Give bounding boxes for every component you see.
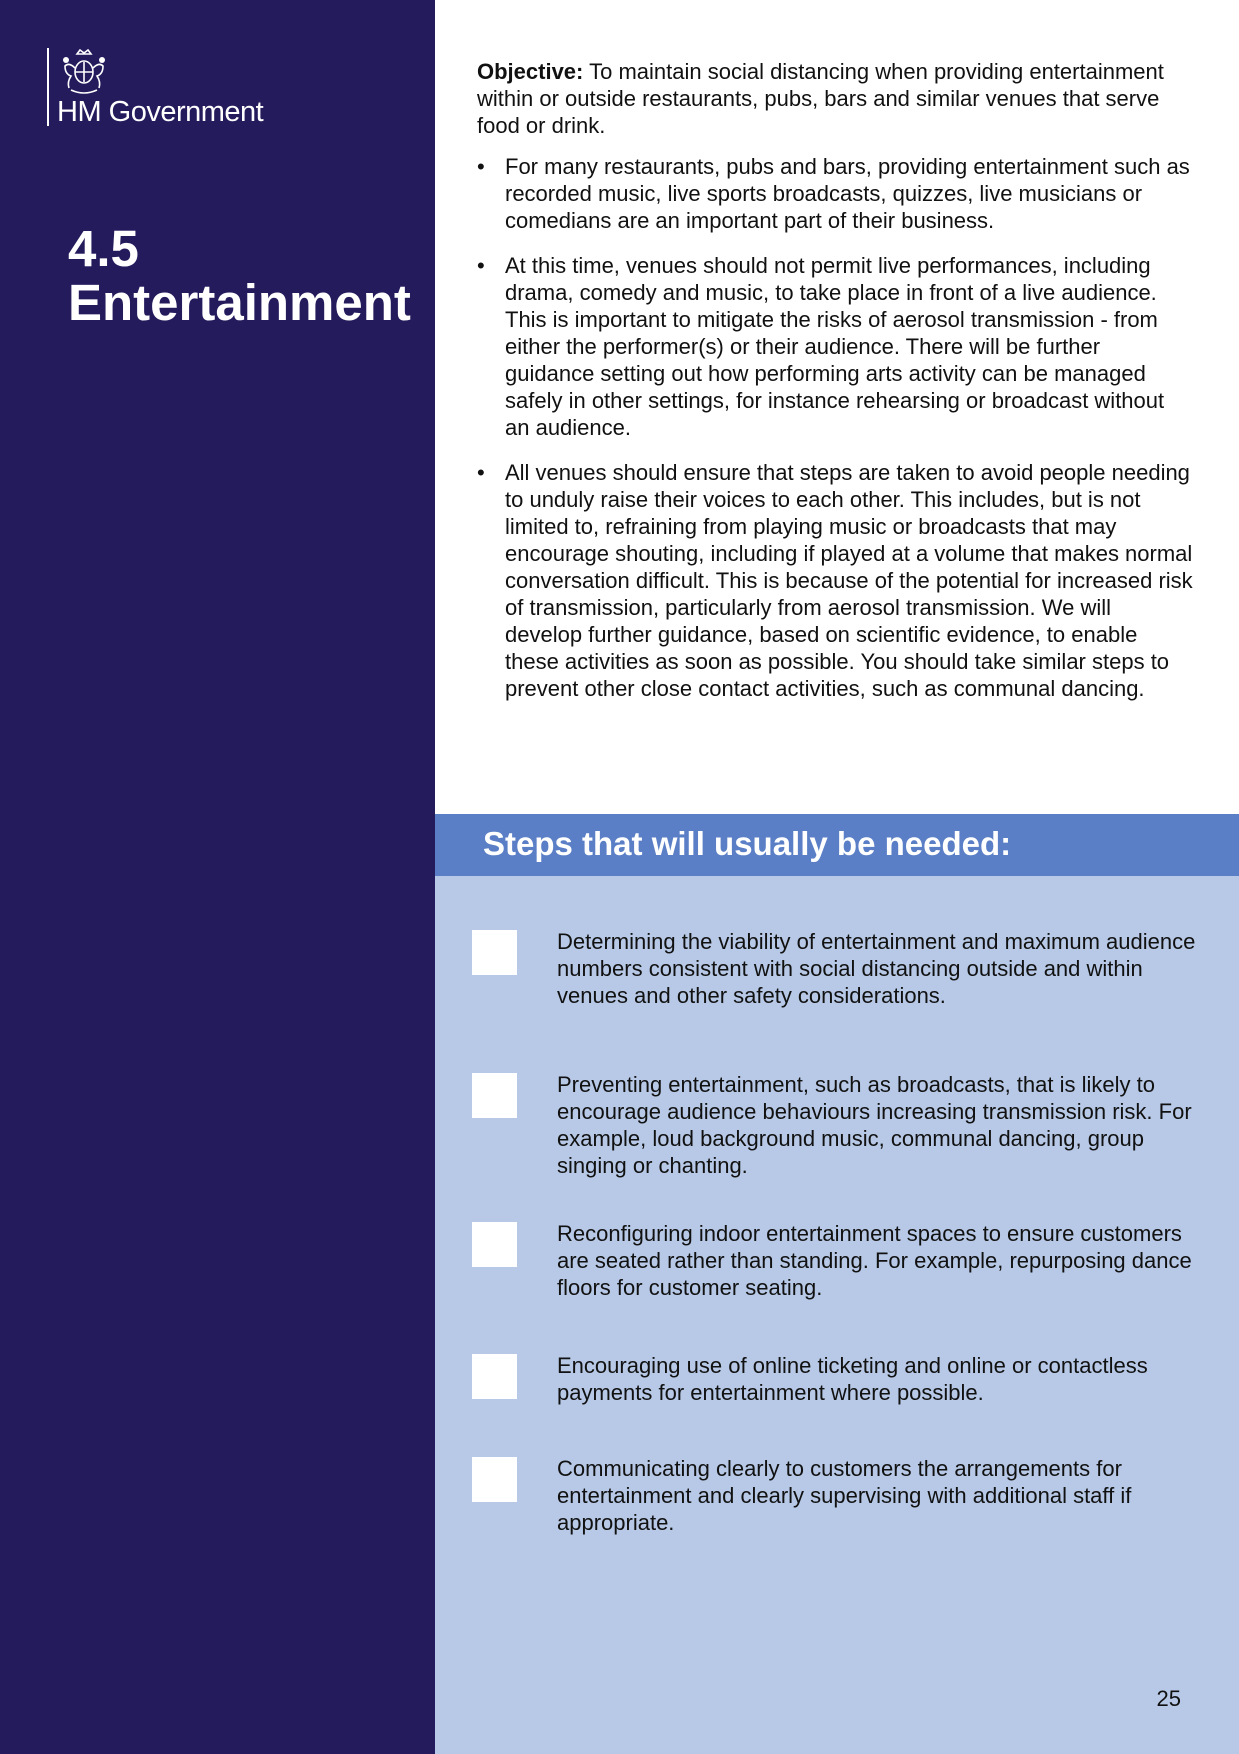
steps-header (435, 814, 1239, 876)
royal-crest-icon (59, 48, 109, 94)
objective-label: Objective: (477, 59, 584, 84)
step-text: Reconfiguring indoor entertainment spaces to ensure customers are seated rather than standing. For example, repurposing dance floors for customer seating. (557, 1221, 1192, 1300)
bullet-item (477, 252, 1193, 441)
step-text: Preventing entertainment, such as broadcasts, that is likely to encourage audience behaviours increasing transmission risk. For example, loud background music, communal dancing, group singing or chanting. (557, 1072, 1192, 1178)
section-title: Entertainment (68, 274, 411, 331)
sidebar (0, 0, 435, 1754)
main-content (477, 58, 1193, 720)
step-checkbox[interactable] (472, 1073, 517, 1118)
section-heading (68, 222, 428, 330)
step-checkbox[interactable] (472, 1457, 517, 1502)
bullet-list (477, 153, 1193, 702)
step-text: Encouraging use of online ticketing and online or contactless payments for entertainment where possible. (557, 1353, 1148, 1405)
step-checkbox[interactable] (472, 930, 517, 975)
bullet-icon: • (477, 253, 485, 278)
steps-title: Steps that will usually be needed: (483, 825, 1012, 862)
step-checkbox[interactable] (472, 1354, 517, 1399)
bullet-text: All venues should ensure that steps are taken to avoid people needing to unduly raise their voices to each other. This includes, but is not limited to, refraining from playing music or broadcasts that may encourage shouting, including if played at a volume that makes normal conversation difficult. This is because of the potential for increased risk of transmission, particularly from aerosol transmission. We will develop further guidance, based on scientific evidence, to enable these activities as soon as possible. You should take similar steps to prevent other close contact activities, such as communal dancing. (505, 460, 1193, 701)
bullet-icon: • (477, 154, 485, 179)
logo-text: HM Government (57, 96, 264, 128)
page-number: 25 (1156, 1686, 1181, 1711)
step-text: Determining the viability of entertainment and maximum audience numbers consistent with social distancing outside and within venues and other safety considerations. (557, 929, 1196, 1008)
section-number: 4.5 (68, 220, 139, 277)
objective-paragraph (477, 58, 1193, 139)
hm-government-logo (47, 48, 287, 130)
bullet-icon: • (477, 460, 485, 485)
objective-text: To maintain social distancing when providing entertainment within or outside restaurants, pubs, bars and similar venues that serve food or drink. (477, 59, 1164, 138)
bullet-text: At this time, venues should not permit live performances, including drama, comedy and music, to take place in front of a live audience. This is important to mitigate the risks of aerosol transmission - from either the performer(s) or their audience. There will be further guidance setting out how performing arts activity can be managed safely in other settings, for instance rehearsing or broadcast without an audience. (505, 253, 1165, 440)
step-text: Communicating clearly to customers the arrangements for entertainment and clearly supervising with additional staff if appropriate. (557, 1456, 1132, 1535)
logo-divider (47, 48, 49, 126)
bullet-item (477, 153, 1193, 234)
bullet-item (477, 459, 1193, 702)
bullet-text: For many restaurants, pubs and bars, providing entertainment such as recorded music, live sports broadcasts, quizzes, live musicians or comedians are an important part of their business. (505, 154, 1190, 233)
step-checkbox[interactable] (472, 1222, 517, 1267)
